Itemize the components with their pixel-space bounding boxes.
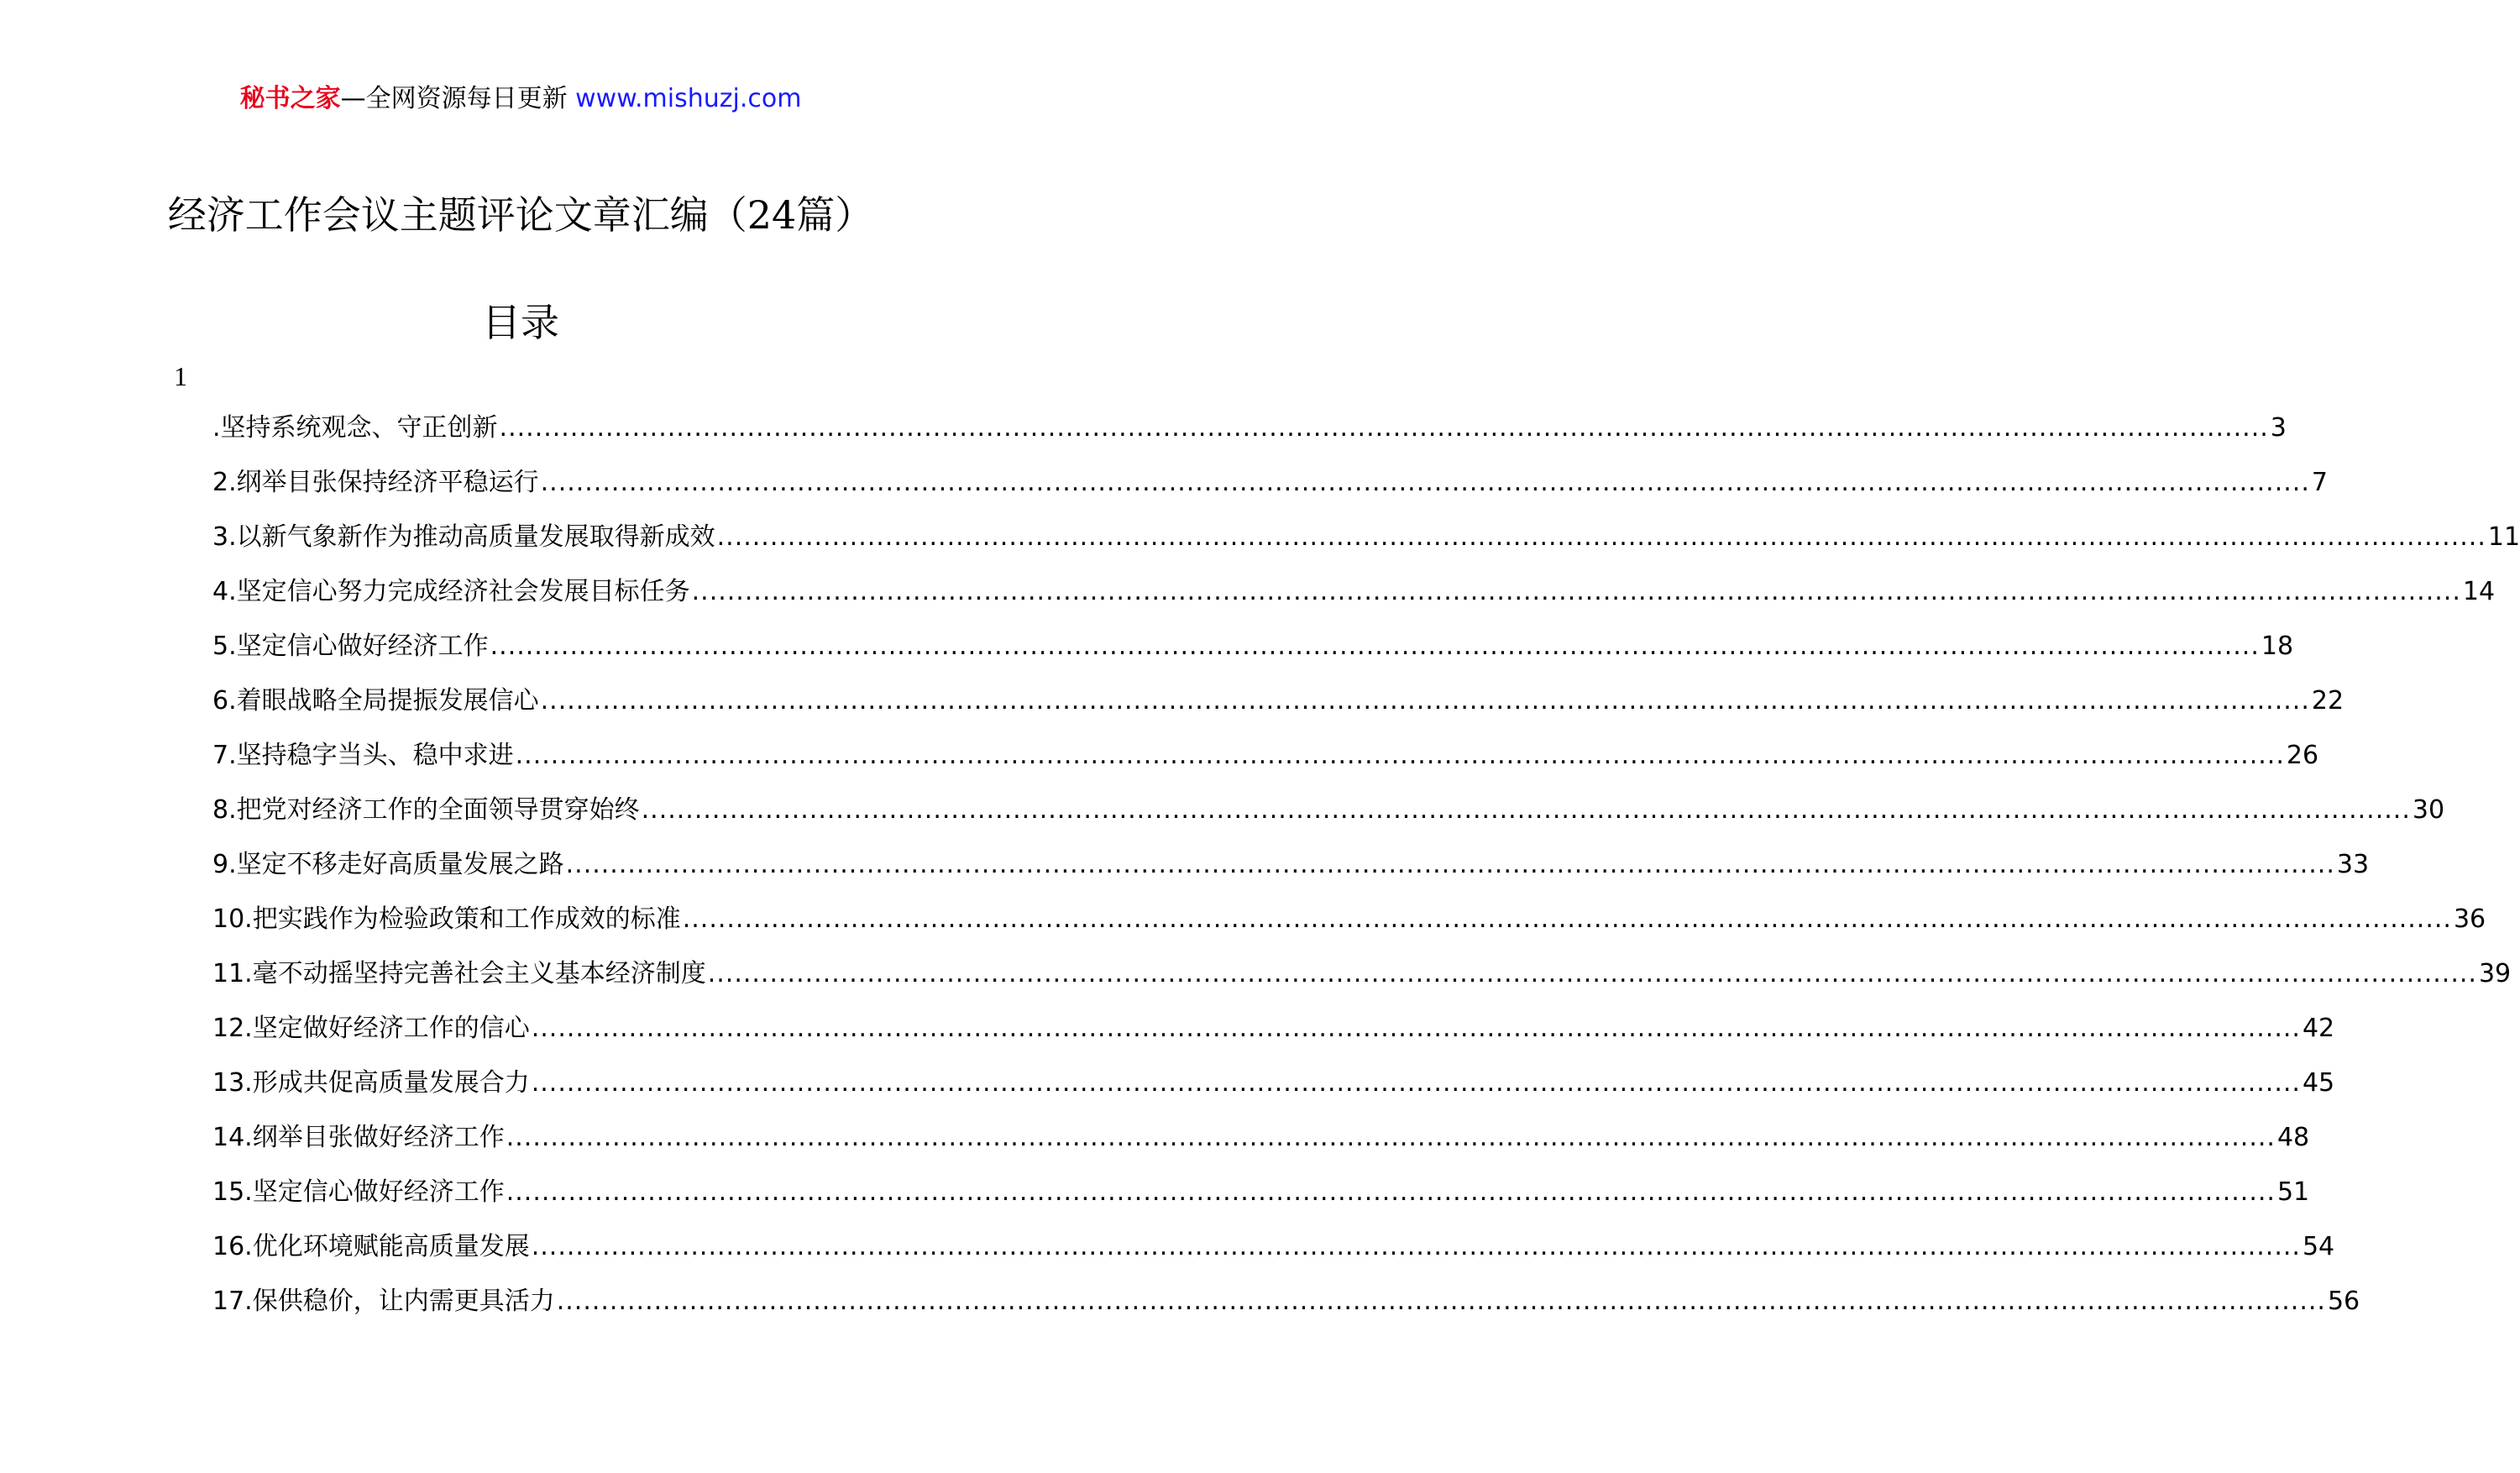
toc-leader-dots: ........................................................................................................................................................................................................ (540, 686, 2310, 716)
toc-entry-page: 22 (2311, 686, 2344, 716)
toc-entry-title: 8.把党对经济工作的全面领导贯穿始终 (212, 795, 640, 825)
toc-entry[interactable] (212, 575, 2496, 630)
toc-leader-dots: ........................................................................................................................................................................................................ (565, 850, 2335, 879)
toc-entry[interactable] (212, 521, 2520, 575)
title-suffix: 篇） (796, 192, 874, 238)
toc-entry-title: 15.坚定信心做好经济工作 (212, 1177, 505, 1207)
toc-entry-title: 9.坚定不移走好高质量发展之路 (212, 850, 564, 879)
toc-entry-page: 33 (2336, 850, 2370, 879)
stray-number: 1 (174, 361, 187, 391)
document-title (0, 190, 1041, 240)
toc-entry-page: 30 (2412, 795, 2445, 825)
toc-entry-title: 10.把实践作为检验政策和工作成效的标准 (212, 904, 681, 934)
toc-leader-dots: ........................................................................................................................................................................................................ (641, 795, 2411, 825)
toc-leader-dots: ........................................................................................................................................................................................................ (490, 632, 2260, 661)
toc-leader-dots: ........................................................................................................................................................................................................ (531, 1232, 2301, 1261)
toc-entry[interactable] (212, 411, 2287, 466)
toc-entry-title: 4.坚定信心努力完成经济社会发展目标任务 (212, 577, 690, 606)
site-link[interactable]: www.mishuzj.com (575, 84, 802, 113)
toc-entry[interactable] (212, 1176, 2310, 1230)
toc-entry-title: 12.坚定做好经济工作的信心 (212, 1014, 530, 1043)
title-prefix: 经济工作会议主题评论文章汇编（ (167, 192, 747, 238)
title-count: 24 (747, 192, 797, 238)
toc-entry-title: 13.形成共促高质量发展合力 (212, 1068, 530, 1098)
toc-entry-title: 16.优化环境赋能高质量发展 (212, 1232, 530, 1261)
toc-leader-dots: ........................................................................................................................................................................................................ (540, 468, 2310, 497)
toc-entry-title: 6.着眼战略全局提振发展信心 (212, 686, 539, 716)
toc-entry[interactable] (212, 794, 2445, 848)
toc-entry[interactable] (212, 630, 2294, 684)
toc-entry-title: 11.毫不动摇坚持完善社会主义基本经济制度 (212, 959, 706, 988)
brand-name: 秘书之家 (239, 84, 341, 113)
toc-entry-page: 7 (2311, 468, 2328, 497)
toc-entry[interactable] (212, 957, 2512, 1012)
toc-entry-page: 14 (2462, 577, 2496, 606)
toc-entry[interactable] (212, 1012, 2335, 1067)
toc-entry[interactable] (212, 1067, 2335, 1121)
toc-entry-page: 42 (2302, 1014, 2335, 1043)
toc-entry-page: 39 (2478, 959, 2512, 988)
toc-entry-page: 36 (2453, 904, 2486, 934)
table-of-contents (212, 411, 2520, 1339)
toc-entry-page: 51 (2276, 1177, 2310, 1207)
toc-heading: 目录 (482, 300, 559, 345)
toc-entry[interactable] (212, 739, 2319, 794)
toc-entry[interactable] (212, 1285, 2360, 1339)
toc-leader-dots: ........................................................................................................................................................................................................ (556, 1287, 2326, 1316)
toc-entry[interactable] (212, 903, 2486, 957)
toc-leader-dots: ........................................................................................................................................................................................................ (691, 577, 2461, 606)
toc-entry-title: .坚持系统观念、守正创新 (212, 413, 498, 443)
toc-entry[interactable] (212, 848, 2370, 903)
toc-entry-page: 11 (2487, 522, 2520, 552)
toc-leader-dots: ........................................................................................................................................................................................................ (716, 522, 2486, 552)
toc-leader-dots: ........................................................................................................................................................................................................ (682, 904, 2452, 934)
toc-entry[interactable] (212, 684, 2344, 739)
toc-entry-title: 7.坚持稳字当头、稳中求进 (212, 741, 514, 770)
toc-entry[interactable] (212, 1121, 2310, 1176)
toc-entry-title: 3.以新气象新作为推动高质量发展取得新成效 (212, 522, 715, 552)
toc-entry-title: 17.保供稳价，让内需更具活力 (212, 1287, 555, 1316)
toc-entry-page: 45 (2302, 1068, 2335, 1098)
toc-leader-dots: ........................................................................................................................................................................................................ (506, 1177, 2276, 1207)
toc-entry-title: 14.纲举目张做好经济工作 (212, 1123, 505, 1152)
toc-leader-dots: ........................................................................................................................................................................................................ (531, 1068, 2301, 1098)
site-banner (0, 82, 1041, 116)
toc-entry-page: 54 (2302, 1232, 2335, 1261)
toc-entry-page: 48 (2276, 1123, 2310, 1152)
toc-leader-dots: ........................................................................................................................................................................................................ (707, 959, 2477, 988)
toc-entry[interactable] (212, 466, 2328, 521)
toc-entry-page: 26 (2286, 741, 2319, 770)
banner-slogan: —全网资源每日更新 (340, 84, 568, 113)
toc-leader-dots: ........................................................................................................................................................................................................ (499, 413, 2269, 443)
toc-entry[interactable] (212, 1230, 2335, 1285)
toc-leader-dots: ........................................................................................................................................................................................................ (506, 1123, 2276, 1152)
toc-entry-page: 18 (2261, 632, 2294, 661)
toc-entry-page: 56 (2327, 1287, 2360, 1316)
toc-entry-title: 2.纲举目张保持经济平稳运行 (212, 468, 539, 497)
toc-leader-dots: ........................................................................................................................................................................................................ (515, 741, 2285, 770)
toc-entry-page: 3 (2270, 413, 2287, 443)
toc-leader-dots: ........................................................................................................................................................................................................ (531, 1014, 2301, 1043)
toc-entry-title: 5.坚定信心做好经济工作 (212, 632, 489, 661)
